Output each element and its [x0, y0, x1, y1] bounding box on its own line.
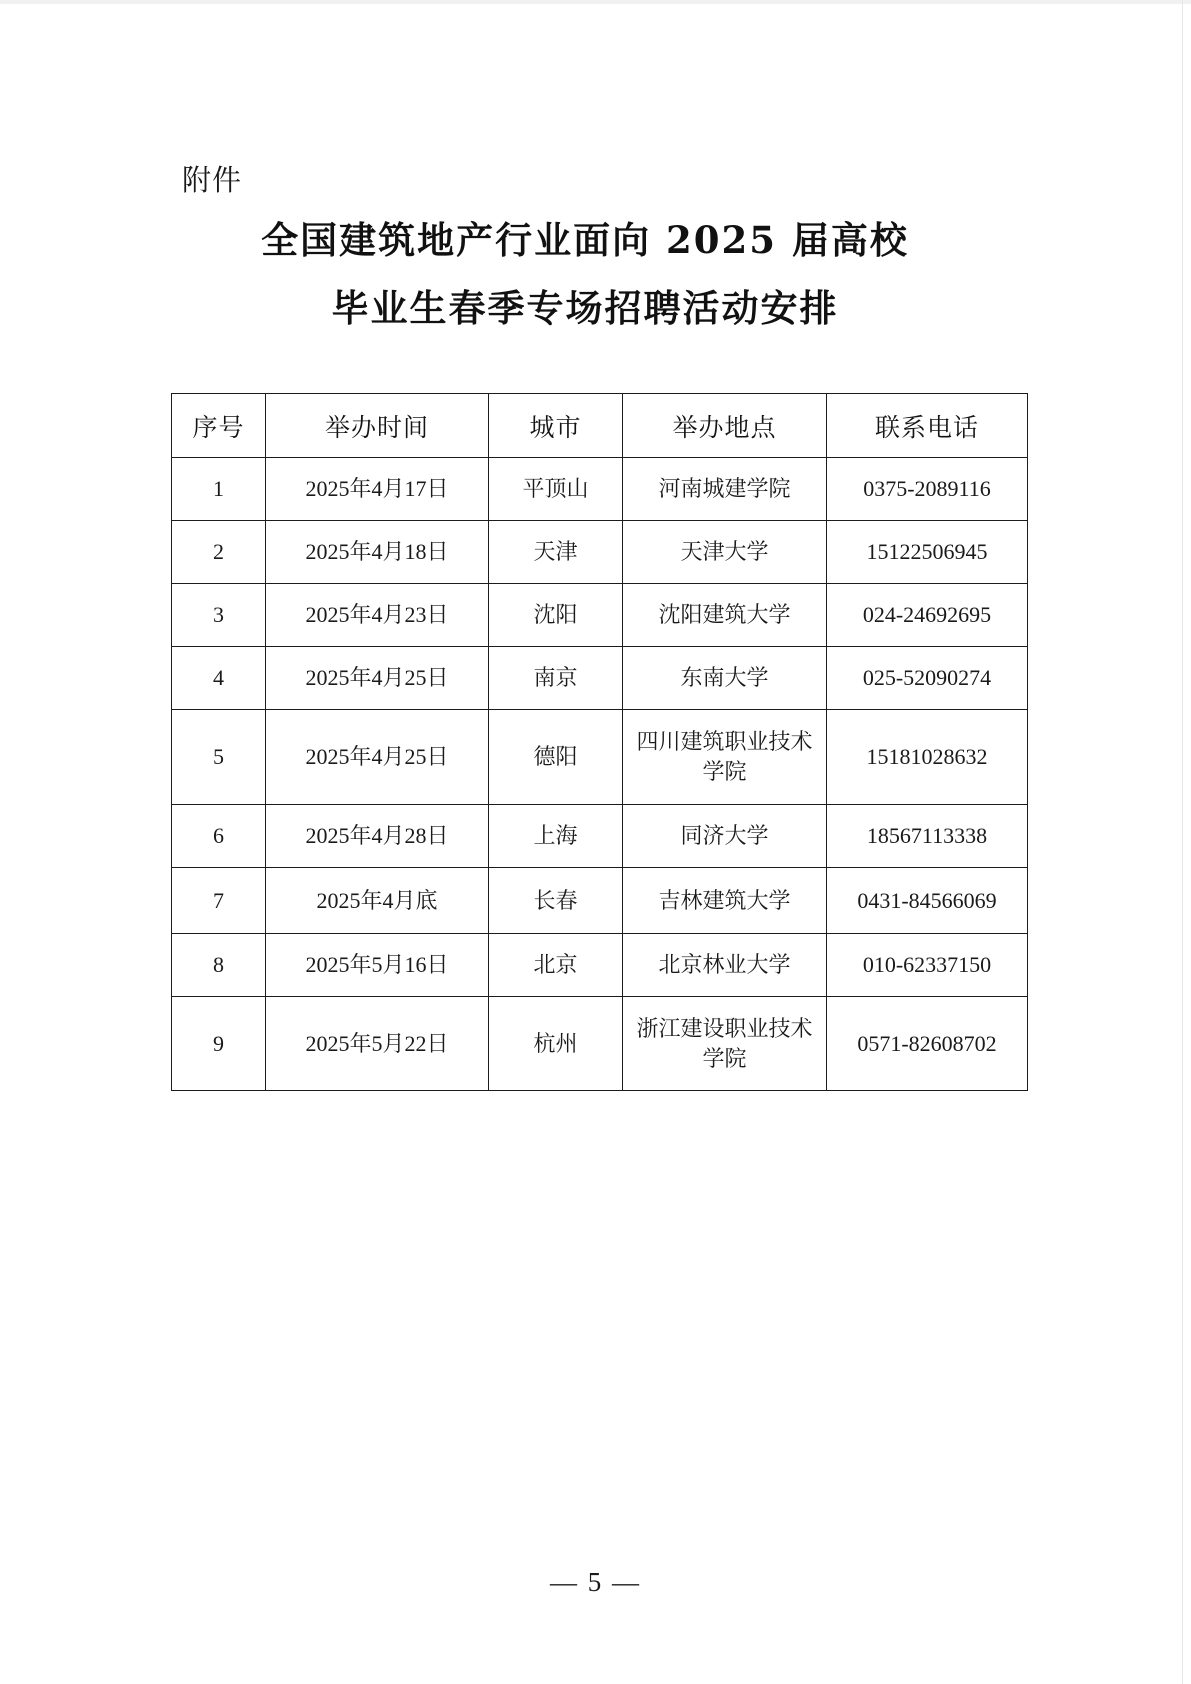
page-top-edge — [0, 0, 1191, 4]
cell-phone: 024-24692695 — [827, 584, 1028, 647]
cell-index: 2 — [172, 521, 266, 584]
cell-venue: 吉林建筑大学 — [623, 868, 827, 934]
cell-index: 8 — [172, 934, 266, 997]
cell-city: 上海 — [489, 805, 623, 868]
cell-date: 2025年5月16日 — [266, 934, 489, 997]
header-city: 城市 — [489, 394, 623, 458]
recruitment-schedule-table — [171, 393, 1028, 1091]
cell-date: 2025年4月25日 — [266, 710, 489, 805]
table-row — [172, 805, 1028, 868]
document-title-line-2: 毕业生春季专场招聘活动安排 — [331, 286, 839, 330]
table-row — [172, 521, 1028, 584]
cell-date: 2025年4月28日 — [266, 805, 489, 868]
cell-city: 长春 — [489, 868, 623, 934]
cell-phone: 0431-84566069 — [827, 868, 1028, 934]
table-row — [172, 458, 1028, 521]
table-row — [172, 584, 1028, 647]
cell-index: 9 — [172, 997, 266, 1091]
attachment-label: 附件 — [182, 163, 243, 197]
cell-city: 平顶山 — [489, 458, 623, 521]
cell-date: 2025年4月底 — [266, 868, 489, 934]
cell-phone: 0571-82608702 — [827, 997, 1028, 1091]
cell-venue: 河南城建学院 — [623, 458, 827, 521]
header-index: 序号 — [172, 394, 266, 458]
cell-date: 2025年5月22日 — [266, 997, 489, 1091]
cell-index: 7 — [172, 868, 266, 934]
table-row — [172, 997, 1028, 1091]
cell-city: 天津 — [489, 521, 623, 584]
cell-phone: 010-62337150 — [827, 934, 1028, 997]
cell-city: 杭州 — [489, 997, 623, 1091]
document-title-line-1: 全国建筑地产行业面向 2025 届高校 — [261, 218, 909, 262]
table-row — [172, 934, 1028, 997]
cell-date: 2025年4月23日 — [266, 584, 489, 647]
cell-venue: 沈阳建筑大学 — [623, 584, 827, 647]
cell-venue: 北京林业大学 — [623, 934, 827, 997]
table-row — [172, 710, 1028, 805]
cell-date: 2025年4月18日 — [266, 521, 489, 584]
cell-phone: 18567113338 — [827, 805, 1028, 868]
cell-city: 南京 — [489, 647, 623, 710]
cell-index: 3 — [172, 584, 266, 647]
page-right-edge — [1182, 0, 1183, 1684]
table-row — [172, 647, 1028, 710]
cell-venue: 东南大学 — [623, 647, 827, 710]
cell-phone: 0375-2089116 — [827, 458, 1028, 521]
header-venue: 举办地点 — [623, 394, 827, 458]
cell-venue: 四川建筑职业技术学院 — [623, 710, 827, 805]
cell-index: 5 — [172, 710, 266, 805]
header-phone: 联系电话 — [827, 394, 1028, 458]
cell-city: 德阳 — [489, 710, 623, 805]
table-row — [172, 868, 1028, 934]
header-date: 举办时间 — [266, 394, 489, 458]
cell-date: 2025年4月25日 — [266, 647, 489, 710]
cell-index: 6 — [172, 805, 266, 868]
cell-city: 沈阳 — [489, 584, 623, 647]
cell-venue: 浙江建设职业技术学院 — [623, 997, 827, 1091]
cell-venue: 天津大学 — [623, 521, 827, 584]
cell-city: 北京 — [489, 934, 623, 997]
cell-phone: 025-52090274 — [827, 647, 1028, 710]
cell-index: 4 — [172, 647, 266, 710]
cell-phone: 15181028632 — [827, 710, 1028, 805]
cell-date: 2025年4月17日 — [266, 458, 489, 521]
cell-index: 1 — [172, 458, 266, 521]
cell-venue: 同济大学 — [623, 805, 827, 868]
cell-phone: 15122506945 — [827, 521, 1028, 584]
page-number: — 5 — — [550, 1567, 641, 1597]
table-header-row — [172, 394, 1028, 458]
